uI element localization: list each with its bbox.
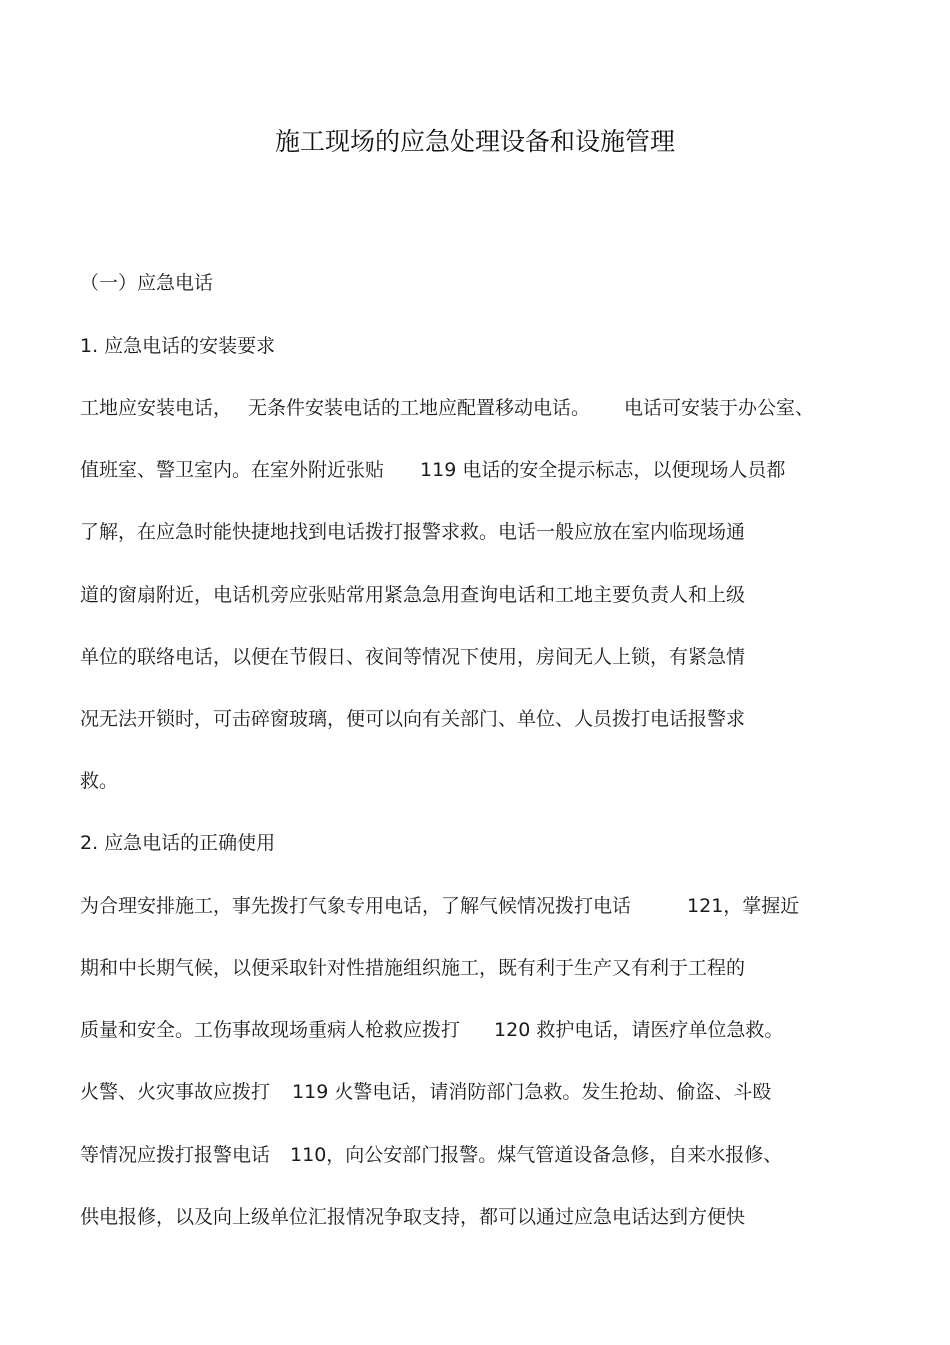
text-segment: 121，掌握近 [687, 895, 800, 917]
section-heading: （一）应急电话 [80, 272, 214, 294]
paragraph-line [80, 1204, 745, 1230]
paragraph-line [80, 706, 745, 732]
paragraph-line [80, 582, 745, 608]
text-segment: 电话可安装于办公室、 [624, 397, 815, 419]
text-segment: 等情况应拨打报警电话 [80, 1144, 271, 1166]
paragraph-line [80, 1142, 782, 1168]
text-segment: 值班室、警卫室内。在室外附近张贴 [80, 459, 385, 481]
paragraph-line [80, 768, 118, 794]
text-segment: 火警、火灾事故应拨打 [80, 1081, 271, 1103]
text-segment: 救。 [80, 770, 119, 792]
text-segment: 120 救护电话，请医疗单位急救。 [494, 1019, 784, 1041]
subsection-heading-usage: 2. 应急电话的正确使用 [80, 832, 276, 854]
text-segment: 期和中长期气候，以便采取针对性措施组织施工，既有利于生产又有利于工程的 [80, 957, 746, 979]
text-segment: 119 火警电话，请消防部门急救。发生抢劫、偷盗、斗殴 [292, 1081, 772, 1103]
paragraph-line [80, 1017, 783, 1043]
paragraph-line [80, 1079, 771, 1105]
text-segment: 质量和安全。工伤事故现场重病人枪救应拨打 [80, 1019, 461, 1041]
document-title: 施工现场的应急处理设备和设施管理 [274, 127, 675, 156]
paragraph-line [80, 395, 814, 421]
subsection-heading-install: 1. 应急电话的安装要求 [80, 335, 276, 357]
paragraph-line [80, 644, 745, 670]
text-segment: 为合理安排施工，事先拨打气象专用电话，了解气候情况拨打电话 [80, 895, 632, 917]
paragraph-line [80, 519, 745, 545]
text-segment: 了解，在应急时能快捷地找到电话拨打报警求救。电话一般应放在室内临现场通 [80, 521, 746, 543]
paragraph-line [80, 893, 799, 919]
paragraph-line [80, 457, 785, 483]
text-segment: 110，向公安部门报警。煤气管道设备急修，自来水报修、 [290, 1144, 783, 1166]
text-segment: 况无法开锁时，可击碎窗玻璃，便可以向有关部门、单位、人员拨打电话报警求 [80, 708, 746, 730]
text-segment: 无条件安装电话的工地应配置移动电话。 [248, 397, 591, 419]
text-segment: 单位的联络电话，以便在节假日、夜间等情况下使用，房间无人上锁，有紧急情 [80, 646, 746, 668]
paragraph-line [80, 955, 745, 981]
text-segment: 119 电话的安全提示标志，以便现场人员都 [420, 459, 786, 481]
text-segment: 工地应安装电话， [80, 397, 233, 419]
text-segment: 道的窗扇附近，电话机旁应张贴常用紧急急用查询电话和工地主要负责人和上级 [80, 584, 746, 606]
text-segment: 供电报修，以及向上级单位汇报情况争取支持，都可以通过应急电话达到方便快 [80, 1206, 746, 1228]
